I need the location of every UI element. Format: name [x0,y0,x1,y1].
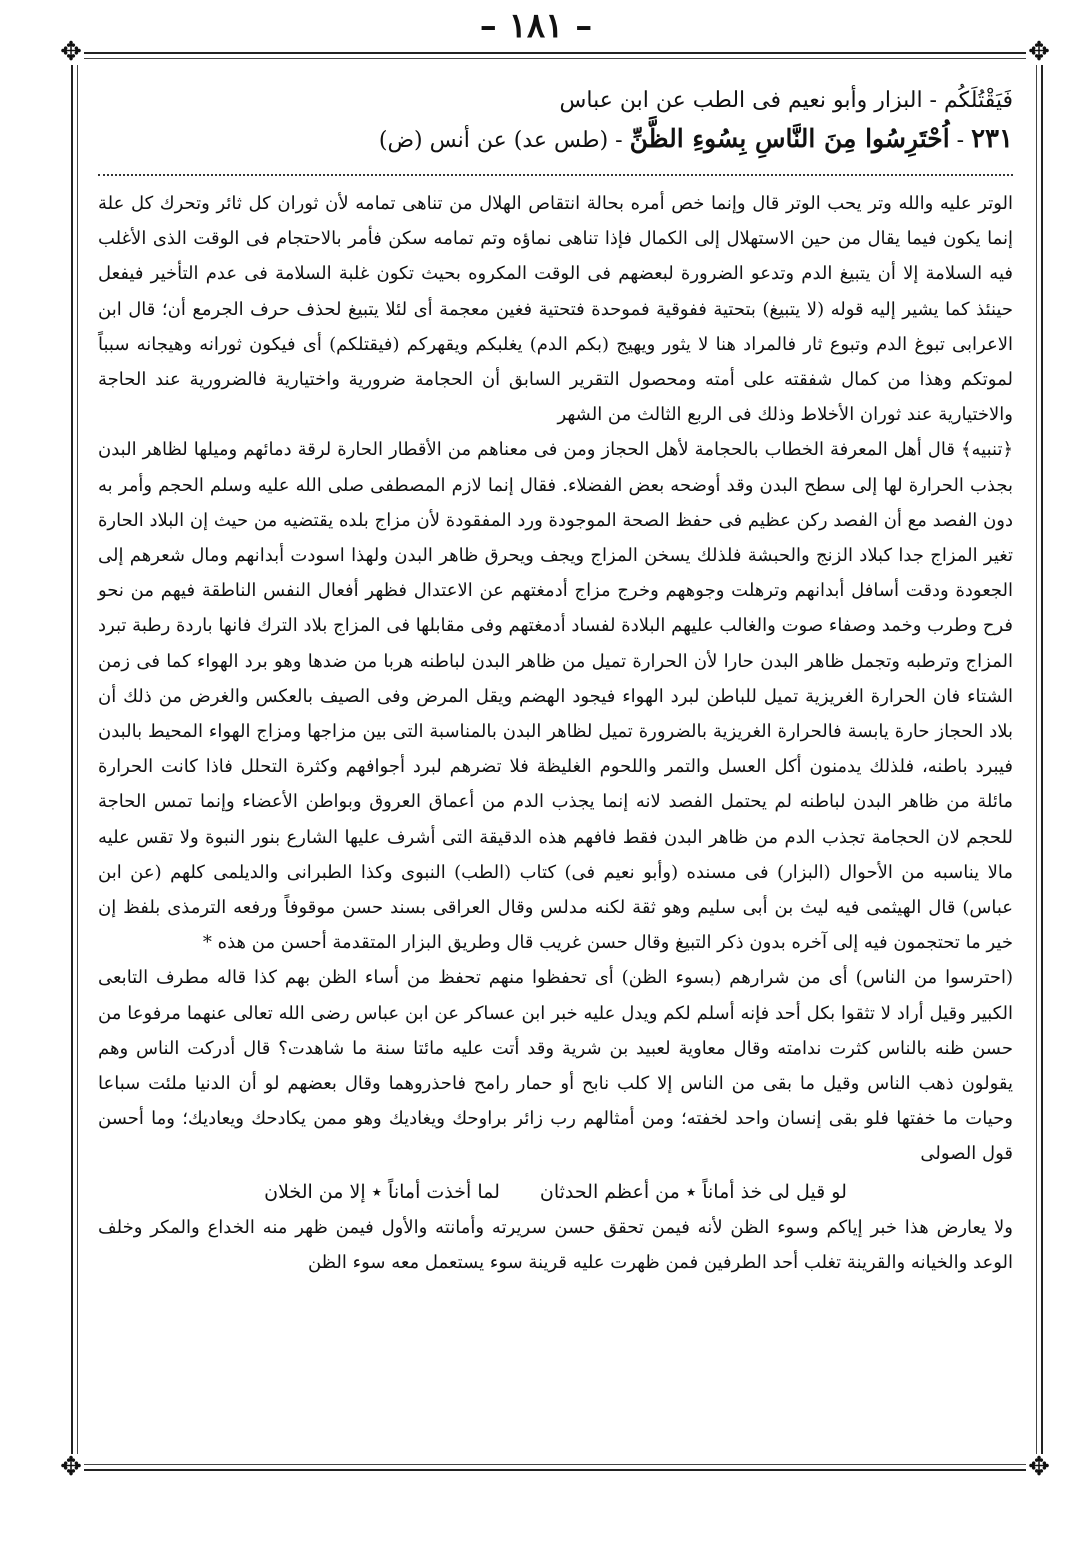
poem-verse [98,1174,1013,1210]
corner-ornament-icon: ✥ [1026,39,1052,65]
verse-hemistich: لو قيل لى خذ أماناً ٭ من أعظم الحدثان [539,1180,847,1203]
commentary-paragraph: ولا يعارض هذا خبر إياكم وسوء الظن لأنه فيمن تحقق حسن سريرته وأمانته والأول فيمن ظهر منه الخداع والمكر وخلف الوعد والخيانه والقرينة تغلب أحد الطرفين فمن ظهرت عليه قرينة سوء يستعمل معه سوء الظن [98,1216,1013,1273]
hadith-number: ٢٣١ [971,124,1013,154]
page-content [98,82,1013,1280]
commentary-paragraph: (احترسوا من الناس) أى من شرارهم (بسوء الظن) أى تحفظوا منهم تحفظ من أساء الظن بهم كذا قاله مطرف التابعى الكبير وقيل أراد لا تثقوا بكل أحد فإنه أسلم لكم ويدل عليه خبر ابن عساكر عن ابن عباس رضى الله تعالى عنهما مرفوعا من حسن ظنه بالناس كثرت ندامته وقال معاوية لعبيد بن شرية وقد أتت عليه مائتا سنة ما شاهدت؟ قال أدركت الناس وهم يقولون ذهب الناس وقيل ما بقى من الناس إلا كلب نابح أو حمار رامح فاحذروهما وقال بعضهم لو أن الدنيا ملئت سباعا وحيات ما خفتها فلو بقى إنسان واحد لخفته؛ ومن أمثالهم رب زائر براوحك ويغاديك وهو ممن يكادحك ويعاديك؛ وما أحسن قول الصولى [98,967,1013,1165]
hadith-text: اُحْتَرِسُوا مِنَ النَّاسِ بِسُوءِ الظَّنِّ [629,124,950,153]
corner-ornament-icon: ✥ [1026,1454,1052,1480]
commentary-conclusion [98,1210,1013,1280]
hadith-entry: ٢٣١ - اُحْتَرِسُوا مِنَ النَّاسِ بِسُوءِ الظَّنِّ - (طس عد) عن أنس (ض) [378,124,1013,154]
commentary-paragraph: ﴿تنبيه﴾ قال أهل المعرفة الخطاب بالحجامة لأهل الحجاز ومن فى معناهم من الأقطار الحارة لرقة دمائهم وميلها لظاهر البدن بجذب الحرارة لها إلى سطح البدن وقد أوضحه بعض الفضلاء. فقال إنما لازم المصطفى صلى الله عليه وسلم الحجم وأمر به دون الفصد مع أن الفصد ركن عظيم فى حفظ الصحة الموجودة ورد المفقودة لأن مزاج بلده يقتضيه من حيث إن البلاد الحارة تغير المزاج جدا كبلاد الزنج والحبشة فلذلك يسخن المزاج ويجف ويحرق ظاهر البدن ولهذا اسودت أبدانهم ومال شعرهم إلى الجعودة ودقت أسافل أبدانهم وترهلت وجوههم وخرج مزاج أدمغتهم عن الاعتدال فظهر أفعال النفس الناطقة فيهم من نحو فرح وطرب وخمد وصفاء صوت والغالب عليهم البلادة لفساد أدمغتهم وفى مقابلها فى المزاج بلاد الترك فانها باردة رطبة تبرد المزاج وترطبه وتجمل ظاهر البدن حارا لأن الحرارة تميل من ظاهر البدن لباطنه هربا من ضدها وهو برد الهواء كما فى زمن الشتاء فان الحرارة الغريزية تميل للباطن لبرد الهواء فيجود الهضم ويقل المرض وفى الصيف بالعكس والغرض من ذلك أن بلاد الحجاز حارة يابسة فالحرارة الغريزية بالضرورة تميل لظاهر البدن بالمناسبة التى بين مزاجها ومزاج الهواء المحيط بالبدن فيبرد باطنه، فلذلك يدمنون أكل العسل والتمر واللحوم الغليظة فلا تضرهم لبرد أجوافهم وكثرة التحلل فاذا كانت الحرارة مائلة من ظاهر البدن لباطنه لم يحتمل الفصد لانه إنما يجذب الدم من أعماق العروق وبواطن الأعضاء وإنما تمس الحاجة للحجم لان الحجامة تجذب الدم من ظاهر البدن فقط فافهم هذه الدقيقة التى أشرف عليها الشارع بنور النبوة ولا تقس عليه مالا يناسبه من الأحوال (البزار) فى مسنده (وأبو نعيم فى) كتاب (الطب) النبوى وكذا الطبرانى والديلمى كلهم (عن ابن عباس) قال الهيثمى فيه ليث بن أبى سليم وهو ثقة لكنه مدلس وقال العراقى بسند حسن موقوفاً ورفعه الترمذى بلفظ إن خير ما تحتجمون فيه إلى آخره بدون ذكر التبيغ وقال حسن غريب قال وطريق البزار المتقدمة أحسن من هذه * [98,439,1013,954]
dotted-separator [98,174,1013,176]
hadith-source: (طس عد) عن أنس (ض) [378,128,609,153]
page-number: – ١٨١ – [479,6,593,46]
previous-hadith-ending: فَيَقْتُلَكُم - البزار وأبو نعيم فى الطب عن ابن عباس [559,88,1013,113]
verse-hemistich: لما أخذت أماناً ٭ إلا من الخلان [264,1180,500,1203]
corner-ornament-icon: ✥ [58,1454,84,1480]
corner-ornament-icon: ✥ [58,39,84,65]
commentary-body [98,186,1013,1172]
commentary-paragraph: الوتر عليه والله وتر يحب الوتر قال وإنما خص أمره بحالة انتقاص الهلال من تناهى تمامه لأن ثوران كل ثائر وتحرك كل علة إنما يكون فيما يقال من حين الاستهلال إلى الكمال فإذا تناهى نماؤه وتم تمامه سكن فأمر بالاحتجام فى الوقت الذى الأغلب فيه السلامة إلا أن يتبيغ الدم وتدعو الضرورة لبعضهم فى الوقت المكروه بحيث تكون غلبة السلامة فى عدم التأخير فيفعل حينئذ كما يشير إليه قوله (لا يتبيغ) بتحتية ففوقية فموحدة فتحتية فغين معجمة أى لئلا يتبيغ لحذف حرف الجرمع أن؛ قال ابن الاعرابى تبوغ الدم وتبوع ثار فالمراد هنا لا يثور ويهيج (بكم الدم) يغلبكم ويقهركم (فيقتلكم) أى فيكون ثورانه وهيجانه سبباً لموتكم وهذا من كمال شفقته على أمته ومحصول التقرير السابق أن الحجامة ضرورية واختيارية فالضرورية عند الحاجة والاختيارية عند ثوران الأخلاط وذلك فى الربع الثالث من الشهر [98,193,1014,426]
